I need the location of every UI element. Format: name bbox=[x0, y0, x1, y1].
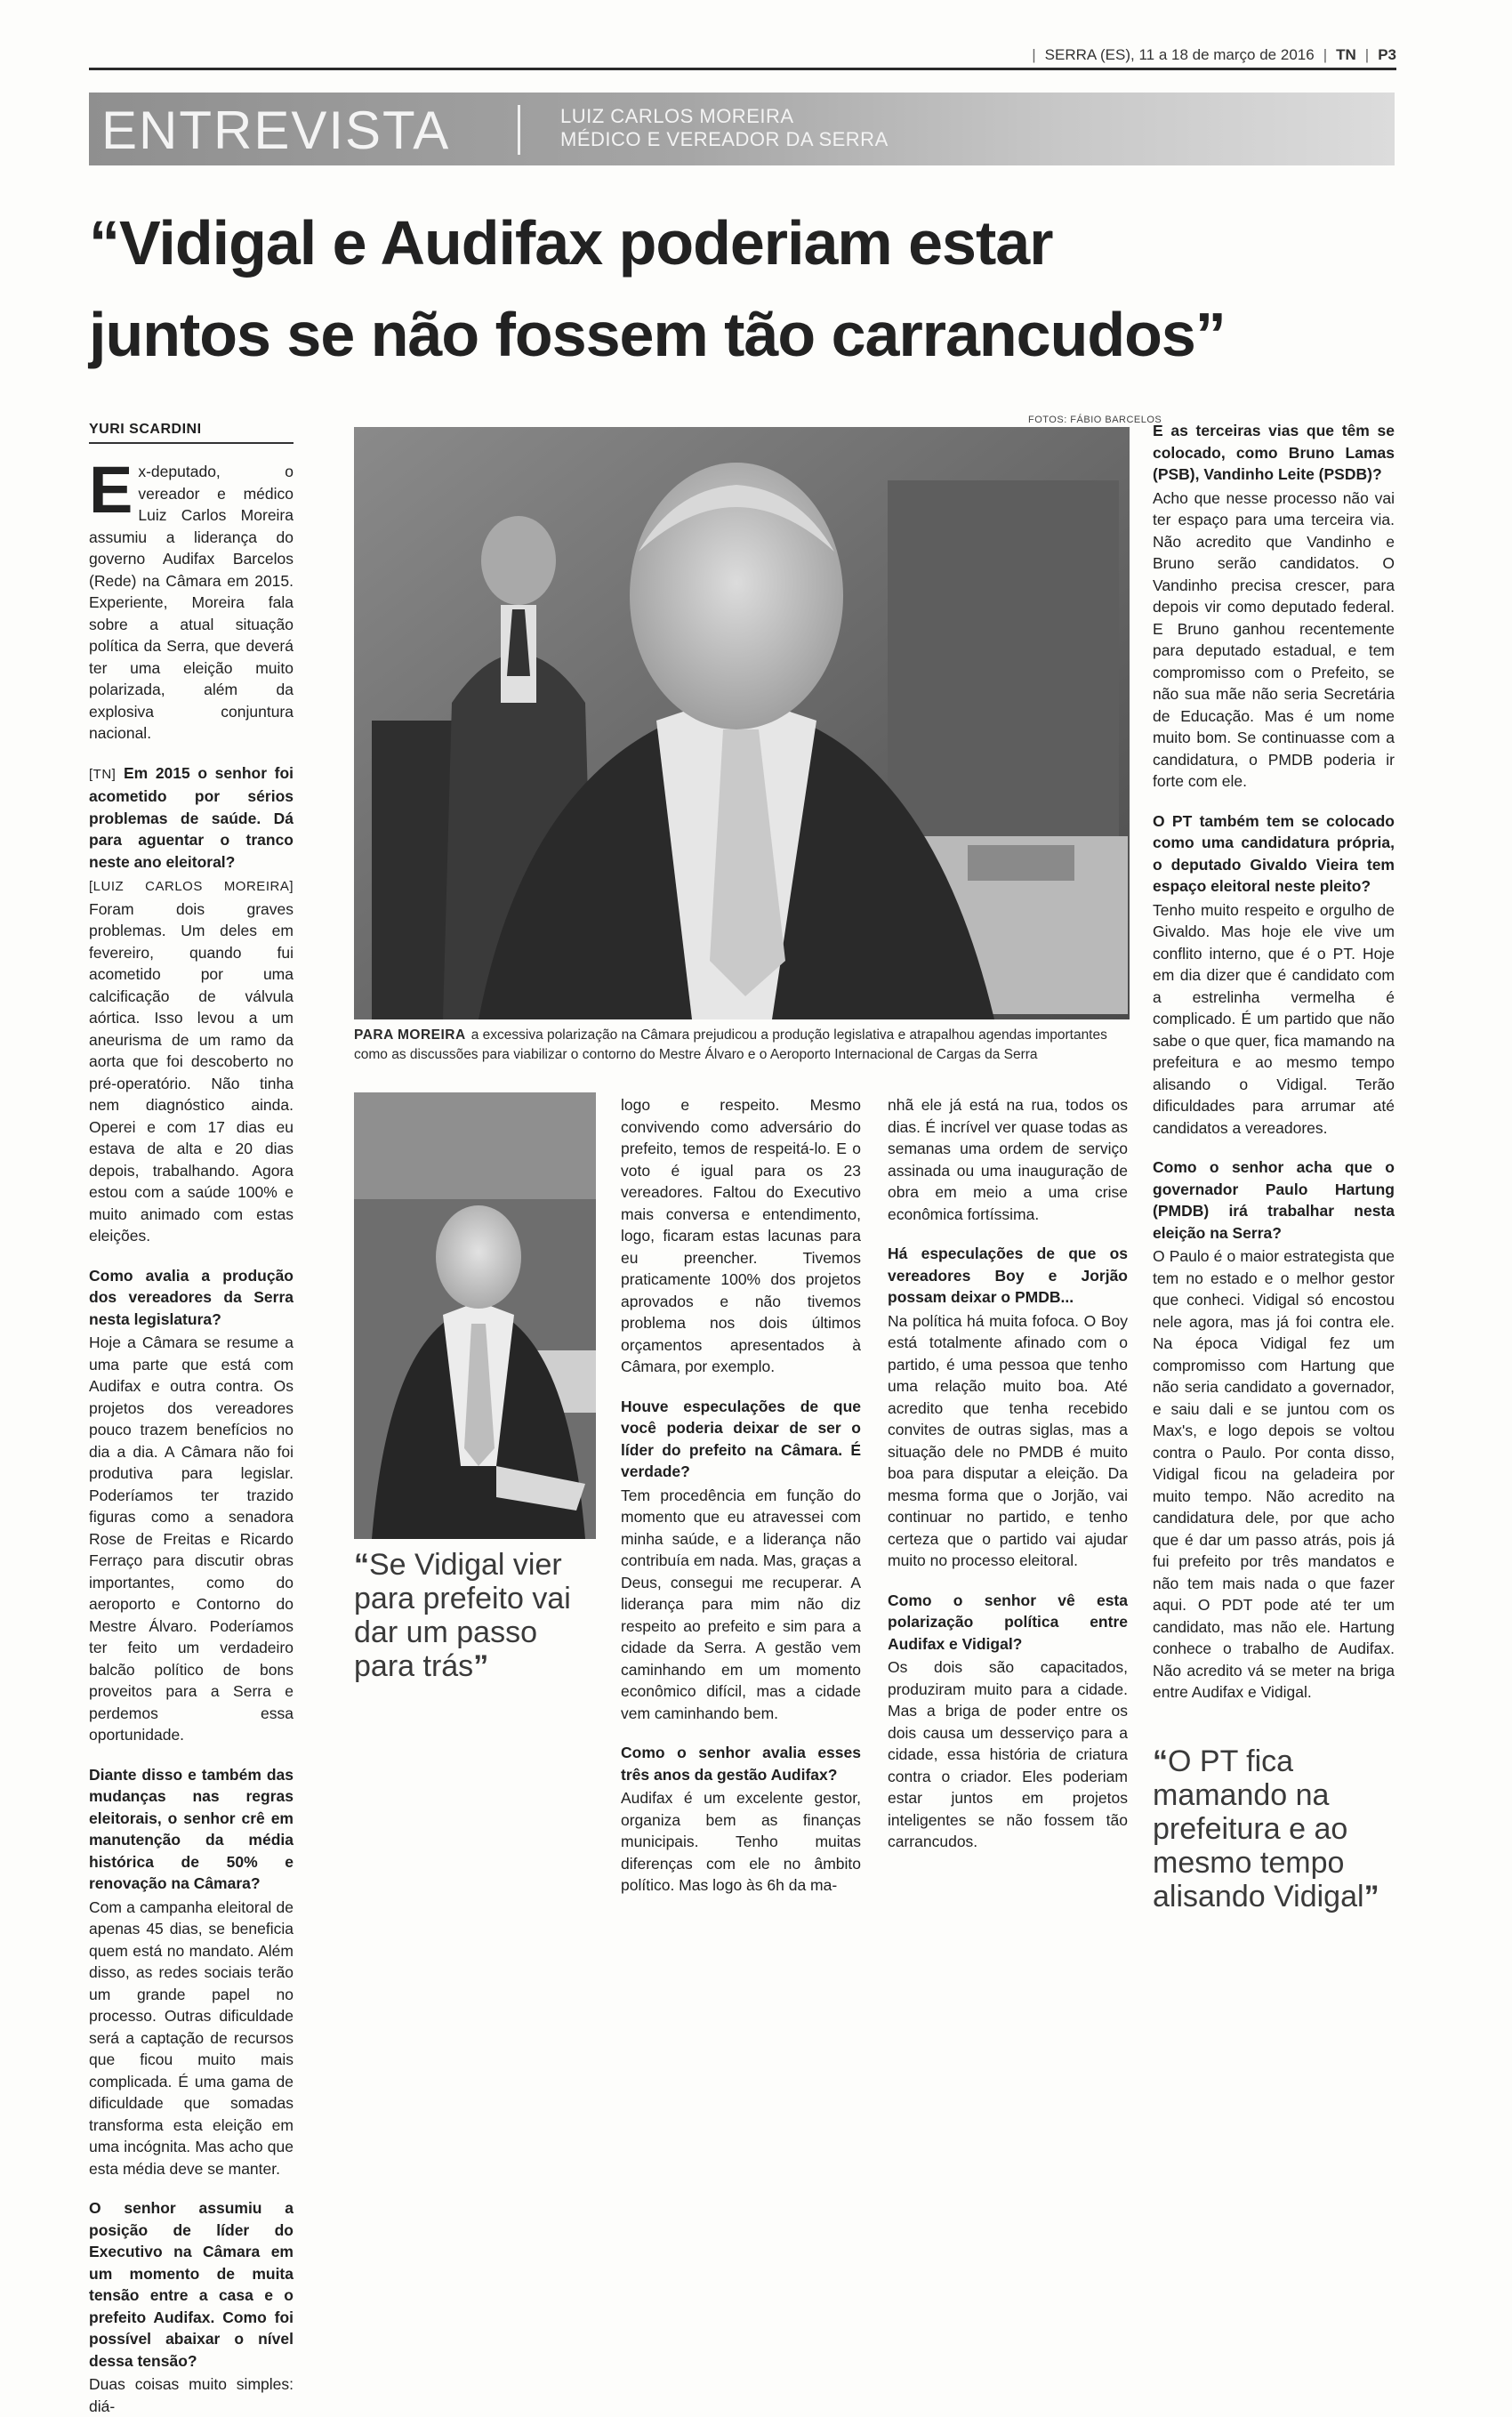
answer: O Paulo é o maior estrategista que tem no estado e o melhor gestor que conheci. Vidigal só encostou nele agora, mas já foi contra ele. Na época Vidigal fez um compromisso com Hartung que não seria candidato a governador, e saiu dali e se juntou com os Max's, e logo depois se voltou contra o Paulo. Por conta disso, Vidigal ficou na geladeira por muito tempo. Não acredito na candidatura dele, por que acho que é dar um passo atrás, pois já fui prefeito por três mandatos e não tem mais nada o que fazer aqui. O PDT pode até ter um candidato, mas não ele. Hartung conhece o trabalho de Audifax. Não acredito vá se meter na briga entre Audifax e Vidigal. bbox=[1153, 1247, 1395, 1701]
open-quote: “ bbox=[1153, 1744, 1168, 1778]
answer-text: Foram dois graves problemas. Um deles em fevereiro, quando fui acometido por uma calcificação de válvula aórtica. Isso levou a um aneurisma de um ramo da aorta que foi descoberto no pré-operatório. Não tinha nem diagnóstico ainda. Operei e com 17 dias eu estava de alta e 20 dias depois, trabalhando. Agora estou com a saúde 100% e muito animado com estas eleições. bbox=[89, 899, 294, 1245]
masthead-page: P3 bbox=[1378, 46, 1396, 63]
section-banner bbox=[89, 93, 1395, 165]
question: Diante disso e também das mudanças nas regras eleitorais, o senhor crê em manutenção da média histórica de 50% e renovação na Câmara? bbox=[89, 1765, 294, 1892]
answer: Duas coisas muito simples: diá- bbox=[89, 2375, 294, 2415]
intro-text: x-deputado, o vereador e médico Luiz Carlos Moreira assumiu a liderança do governo Audifax Barcelos (Rede) na Câmara em 2015. Experiente, Moreira fala sobre a atual situação política da Serra, que deverá ter uma eleição muito polarizada, além da explosiva conjuntura nacional. bbox=[89, 463, 294, 742]
answer-continued: logo e respeito. Mesmo convivendo como adversário do prefeito, temos de respeitá-lo. E o voto é igual para os 23 vereadores. Faltou do Executivo mais conversa e entendimento, logo, ficaram estas lacunas para eu preencher. Tivemos praticamente 100% dos projetos aprovados e não tivemos problema nos dois últimos orçamentos apresentados à Câmara, por exemplo. bbox=[621, 1096, 861, 1375]
answer: Acho que nesse processo não vai ter espaço para uma terceira via. Não acredito que Vandinho e Bruno serão candidatos. O Vandinho precisa crescer, para depois vir como deputado federal. E Bruno ganhou recentemente para deputado estadual, e tem compromisso com o Prefeito, se não sua mãe não seria Secretária de Educação. Mas é um nome muito bom. Se continuasse com a candidatura, o PMDB poderia ir forte com ele. bbox=[1153, 488, 1395, 790]
portrait-illustration bbox=[354, 427, 1130, 1019]
photo-credit: FOTOS: FÁBIO BARCELOS bbox=[1028, 415, 1162, 425]
answer: Os dois são capacitados, produziram muito para a cidade. Mas a briga de poder entre os dois causa um desserviço para a cidade, essa história de criatura contra o criador. Eles poderiam estar juntos em projetos inteligentes se não fossem tão carrancudos. bbox=[888, 1658, 1128, 1850]
answer-tag: [LUIZ CARLOS MOREIRA] bbox=[89, 879, 294, 894]
masthead-place-date: SERRA (ES), 11 a 18 de março de 2016 bbox=[1044, 46, 1315, 63]
masthead-separator: | bbox=[1323, 46, 1328, 63]
drop-cap: E bbox=[89, 453, 133, 527]
close-quote: ” bbox=[473, 1649, 489, 1683]
answer: Tem procedência em função do momento que eu atravessei com minha saúde, e a liderança não contribuía em nada. Mas, graças a Deus, consegui me recuperar. A liderança para mim não diz respeito ao prefeito e sim para a cidade da Serra. A gestão vem caminhando em um momento econômico difícil, mas a cidade vem caminhando bem. bbox=[621, 1486, 861, 1722]
close-quote: ” bbox=[1363, 1879, 1379, 1913]
top-rule bbox=[89, 68, 1396, 70]
pull-quote-text: Se Vidigal vier para prefeito vai dar um passo para trás bbox=[354, 1548, 571, 1683]
answer: Hoje a Câmara se resume a uma parte que está com Audifax e outra contra. Os projetos dos vereadores pouco trazem benefícios no dia a dia. A Câmara não foi produtiva para legislar. Poderíamos ter trazido figuras como a senadora Rose de Freitas e Ricardo Ferraço para discutir obras importantes, como do aeroporto e Contorno do Mestre Álvaro. Poderíamos ter feito um verdadeiro balcão político de bons proveitos para a Serra e perdemos essa oportunidade. bbox=[89, 1333, 294, 1744]
column-4 bbox=[888, 1092, 1128, 1853]
pull-quote-text: O PT fica mamando na prefeitura e ao mesmo tempo alisando Vidigal bbox=[1153, 1744, 1364, 1913]
interviewee bbox=[560, 105, 889, 151]
interviewee-role: MÉDICO E VEREADOR DA SERRA bbox=[560, 128, 889, 150]
answer: Na política há muita fofoca. O Boy está totalmente afinado com o partido, é uma pessoa que tenho uma relação muito boa. Até acredito que tenha recebido convites de outras siglas, mas a situação dele no PMDB é muito boa para disputar a eleição. Da mesma forma que o Jorjão, vai continuar no partido, e tenho certeza que o partido vai ajudar muito no processo eleitoral. bbox=[888, 1311, 1128, 1569]
question: Como avalia a produção dos vereadores da Serra nesta legislatura? bbox=[89, 1266, 294, 1328]
open-quote: “ bbox=[354, 1548, 369, 1582]
answer-continued: nhã ele já está na rua, todos os dias. É incrível ver quase todas as semanas uma ordem de serviço assinada ou uma inauguração de obra em meio a uma crise econômica fortíssima. bbox=[888, 1096, 1128, 1223]
intro-paragraph bbox=[89, 453, 294, 745]
question: E as terceiras vias que têm se colocado, como Bruno Lamas (PSB), Vandinho Leite (PSDB)? bbox=[1153, 422, 1395, 483]
pull-quote-1 bbox=[354, 1548, 603, 1683]
headline bbox=[89, 197, 1405, 381]
portrait-illustration-small bbox=[354, 1092, 596, 1539]
pull-quote-2 bbox=[1153, 1744, 1395, 1913]
secondary-photo bbox=[354, 1092, 596, 1539]
caption-text: a excessiva polarização na Câmara prejudicou a produção legislativa e atrapalhou agendas importantes como as discussões para viabilizar o contorno do Mestre Álvaro e o Aeroporto Internacional de Cargas da Serra bbox=[354, 1027, 1107, 1062]
question-text: Em 2015 o senhor foi acometido por sérios problemas de saúde. Dá para aguentar o tranco neste ano eleitoral? bbox=[89, 763, 294, 871]
main-photo bbox=[354, 427, 1130, 1019]
photo-caption bbox=[354, 1026, 1137, 1065]
column-1 bbox=[89, 453, 294, 2417]
question: Como o senhor avalia esses três anos da gestão Audifax? bbox=[621, 1744, 861, 1784]
answer: Com a campanha eleitoral de apenas 45 dias, se beneficia quem está no mandato. Além disso, as redes sociais terão um grande papel no processo. Outras dificuldade será a captação de recursos que ficou muito mais complicada. É uma gama de dificuldade que somadas transforma esta eleição em uma incógnita. Mas acho que esta média deve se manter. bbox=[89, 1897, 294, 2178]
answer bbox=[89, 874, 294, 1247]
answer: Audifax é um excelente gestor, organiza bem as finanças municipais. Tenho muitas diferenças com ele no âmbito político. Mas logo às 6h da ma- bbox=[621, 1789, 861, 1894]
question: O senhor assumiu a posição de líder do Executivo na Câmara em um momento de muita tensão entre a casa e o prefeito Audifax. Como foi possível abaixar o nível dessa tensão? bbox=[89, 2199, 294, 2370]
question: O PT também tem se colocado como uma candidatura própria, o deputado Givaldo Vieira tem espaço eleitoral neste pleito? bbox=[1153, 811, 1395, 895]
answer: Tenho muito respeito e orgulho de Givaldo. Mas hoje ele vive um conflito interno, que é o PT. Hoje em dia dizer que é candidato com a estrelinha vermelha é complicado. É um partido que não sabe o que quer, fica mamando na prefeitura e ao mesmo tempo alisando o Vidigal. Terão dificuldades para arrumar até candidatos a vereadores. bbox=[1153, 900, 1395, 1137]
masthead-separator: | bbox=[1364, 46, 1370, 63]
question: Há especulações de que os vereadores Boy e Jorjão possam deixar o PMDB... bbox=[888, 1245, 1128, 1306]
masthead-brand: TN bbox=[1336, 46, 1356, 63]
question bbox=[89, 762, 294, 874]
question: Houve especulações de que você poderia deixar de ser o líder do prefeito na Câmara. É verdade? bbox=[621, 1397, 861, 1480]
headline-line-2: juntos se não fossem tão carrancudos” bbox=[89, 300, 1226, 369]
banner-divider bbox=[518, 105, 520, 155]
byline-rule bbox=[89, 442, 294, 444]
column-3 bbox=[621, 1092, 861, 1897]
byline: YURI SCARDINI bbox=[89, 422, 202, 437]
headline-line-1: “Vidigal e Audifax poderiam estar bbox=[89, 208, 1053, 278]
interviewee-name: LUIZ CARLOS MOREIRA bbox=[560, 105, 794, 127]
question-tag: [TN] bbox=[89, 766, 117, 782]
masthead-separator: | bbox=[1032, 46, 1036, 63]
caption-lead: PARA MOREIRA bbox=[354, 1027, 466, 1043]
masthead bbox=[1032, 46, 1396, 64]
column-5 bbox=[1153, 420, 1395, 1913]
section-title: ENTREVISTA bbox=[101, 101, 451, 160]
question: Como o senhor acha que o governador Paulo Hartung (PMDB) irá trabalhar nesta eleição na Serra? bbox=[1153, 1158, 1395, 1242]
question: Como o senhor vê esta polarização política entre Audifax e Vidigal? bbox=[888, 1591, 1128, 1653]
